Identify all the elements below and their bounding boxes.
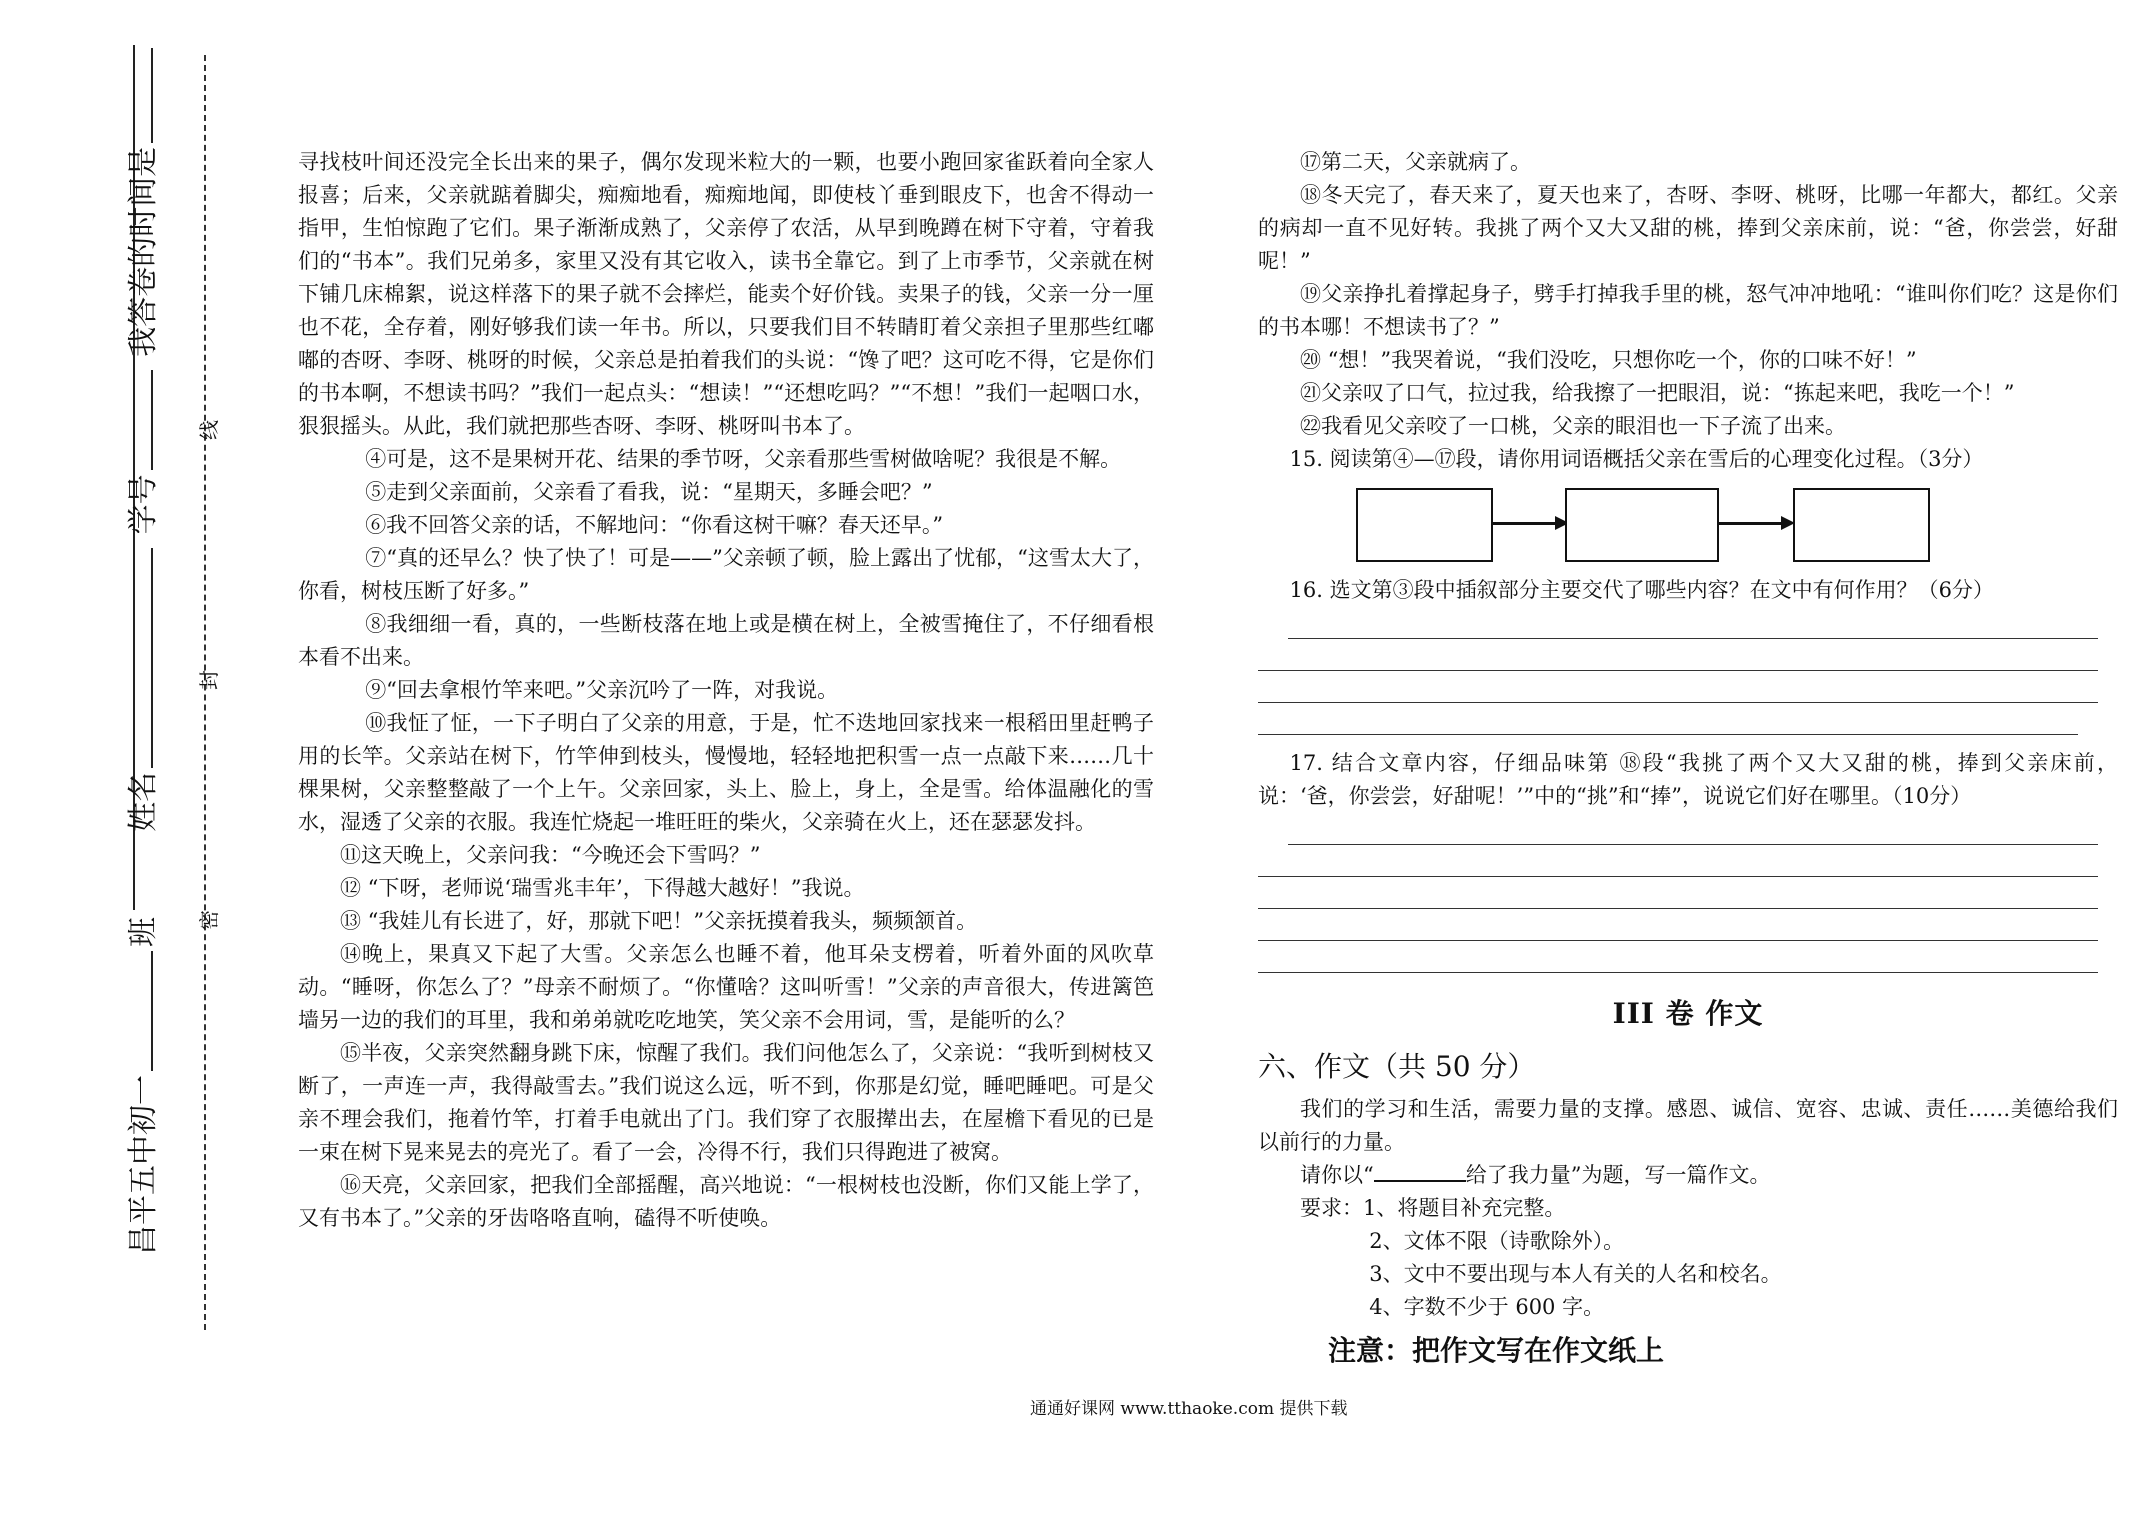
answer-box-2[interactable] [1565,488,1719,562]
ban-label: 班 [126,917,161,947]
student-id-label: 学号 [126,474,161,535]
passage-paragraph-11: ⑪这天晚上，父亲问我：“今晚还会下雪吗？” [340,843,761,867]
class-blank[interactable] [125,951,153,1071]
student-info-line [118,44,162,1255]
passage-paragraph-8: ⑧我细细一看，真的，一些断枝落在地上或是横在树上，全被雪掩住了，不仔细看根本看不出来。 [298,612,1154,669]
section-title: III 卷 作文 [1612,997,1764,1030]
title-blank[interactable] [1374,1160,1466,1182]
passage-paragraph-20: ⑳ “想！”我哭着说，“我们没吃，只想你吃一个，你的口味不好！” [1300,348,1917,372]
section-heading: 六、作文（共 50 分） [1258,1050,1536,1083]
passage-paragraph-19: ⑲父亲挣扎着撑起身子，劈手打掉我手里的桃，怒气冲冲地吼：“谁叫你们吃？这是你们的书本哪！不想读书了？” [1258,282,2118,339]
passage-paragraph-12: ⑫ “下呀，老师说‘瑞雪兆丰年’，下得越大越好！”我说。 [340,876,865,900]
student-id-blank[interactable] [125,370,153,470]
passage-paragraph-14: ⑭晚上，果真又下起了大雪。父亲怎么也睡不着，他耳朵支楞着，听着外面的风吹草动。“睡呀，你怎么了？”母亲不耐烦了。“你懂啥？这叫听雪！”父亲的声音很大，传进篱笆墙另一边的我们的耳里，我和弟弟就吃吃地笑，笑父亲不会用词，雪，是能听的么？ [298,942,1154,1032]
binding-dashed-line [204,55,206,1330]
binding-margin [0,0,220,1518]
essay-note: 注意：把作文写在作文纸上 [1328,1334,1665,1367]
essay-title-instruction [1258,1159,2118,1192]
requirement-4: 4、字数不少于 600 字。 [1369,1295,1605,1319]
seal-char-feng: 封 [197,670,221,690]
passage-paragraph-17: ⑰第二天，父亲就病了。 [1300,150,1531,174]
name-blank[interactable] [125,548,153,768]
footer-credit: 通通好课网 www.tthaoke.com 提供下载 [1030,1399,1348,1419]
requirement-1: 要求：1、将题目补充完整。 [1300,1196,1566,1220]
arrow-icon [1717,522,1791,525]
passage-paragraph-15: ⑮半夜，父亲突然翻身跳下床，惊醒了我们。我们问他怎么了，父亲说：“我听到树枝又断了，一声连一声，我得敲雪去。”我们说这么远，听不到，你那是幻觉，睡吧睡吧。可是父亲不理会我们，拖着竹竿，打着手电就出了门。我们穿了衣服撵出去，在屋檐下看见的已是一束在树下晃来晃去的亮光了。看了一会，冷得不行，我们只得跑进了被窝。 [298,1041,1154,1164]
essay-prompt: 我们的学习和生活，需要力量的支撑。感恩、诚信、宽容、忠诚、责任……美德给我们以前行的力量。 [1258,1097,2118,1154]
question-16: 16. 选文第③段中插叙部分主要交代了哪些内容？在文中有何作用？（6分） [1289,578,1994,602]
seal-char-xian: 线 [197,420,221,440]
passage-paragraph-13: ⑬ “我娃儿有长进了，好，那就下吧！”父亲抚摸着我头，频频颔首。 [340,909,978,933]
title-prefix: 请你以“ [1300,1163,1374,1187]
reading-passage-left [298,146,1154,1235]
answer-box-3[interactable] [1793,488,1930,562]
passage-paragraph-18: ⑱冬天完了，春天来了，夏天也来了，杏呀、李呀、桃呀，比哪一年都大，都红。父亲的病却一直不见好转。我挑了两个又大又甜的桃，捧到父亲床前，说：“爸，你尝尝，好甜呢！” [1258,183,2118,273]
answer-lines-17[interactable] [1258,813,2098,973]
school-class-label: 昌平五中初一 [126,1075,161,1255]
arrow-icon [1491,522,1565,525]
answer-box-1[interactable] [1356,488,1493,562]
passage-paragraph-22: ㉒我看见父亲咬了一口桃，父亲的眼泪也一下子流了出来。 [1300,414,1846,438]
passage-paragraph-4: ④可是，这不是果树开花、结果的季节呀，父亲看那些雪树做啥呢？我很是不解。 [365,447,1122,471]
answer-time-label: 我答卷的时间是 [126,146,161,357]
question-17: 17. 结合文章内容，仔细品味第 ⑱段“我挑了两个又大又甜的桃，捧到父亲床前，说：‘爸，你尝尝，好甜呢！’”中的“挑”和“捧”，说说它们好在哪里。（10分） [1258,751,2118,808]
reading-passage-right [1258,146,2118,1367]
passage-paragraph-10: ⑩我怔了怔，一下子明白了父亲的用意，于是，忙不迭地回家找来一根稻田里赶鸭子用的长竿。父亲站在树下，竹竿伸到枝头，慢慢地，轻轻地把积雪一点一点敲下来……几十棵果树，父亲整整敲了一个上午。父亲回家，头上、脸上，身上，全是雪。给体温融化的雪水，湿透了父亲的衣服。我连忙烧起一堆旺旺的柴火，父亲骑在火上，还在瑟瑟发抖。 [298,711,1154,834]
title-suffix: 给了我力量”为题，写一篇作文。 [1465,1163,1771,1187]
passage-paragraph-9: ⑨“回去拿根竹竿来吧。”父亲沉吟了一阵，对我说。 [365,678,839,702]
name-label: 姓名 [126,771,161,832]
answer-lines-16[interactable] [1258,607,2098,735]
answer-time-blank[interactable] [125,48,153,143]
passage-paragraph-7: ⑦“真的还早么？快了快了！可是——”父亲顿了顿，脸上露出了忧郁，“这雪太大了，你看，树枝压断了好多。” [298,546,1154,603]
requirement-3: 3、文中不要出现与本人有关的人名和校名。 [1369,1262,1782,1286]
seal-char-mi: 密 [197,910,221,930]
passage-paragraph-3: 寻找枝叶间还没完全长出来的果子，偶尔发现米粒大的一颗，也要小跑回家雀跃着向全家人报喜；后来，父亲就踮着脚尖，痴痴地看，痴痴地闻，即使枝丫垂到眼皮下，也舍不得动一指甲，生怕惊跑了它们。果子渐渐成熟了，父亲停了农活，从早到晚蹲在树下守着，守着我们的“书本”。我们兄弟多，家里又没有其它收入，读书全靠它。到了上市季节，父亲就在树下铺几床棉絮，说这样落下的果子就不会摔烂，能卖个好价钱。卖果子的钱，父亲一分一厘也不花，全存着，刚好够我们读一年书。所以，只要我们目不转睛盯着父亲担子里那些红嘟嘟的杏呀、李呀、桃呀的时候，父亲总是拍着我们的头说：“馋了吧？这可吃不得，它是你们的书本啊，不想读书吗？”我们一起点头：“想读！”“还想吃吗？”“不想！”我们一起咽口水，狠狠摇头。从此，我们就把那些杏呀、李呀、桃呀叫书本了。 [298,150,1154,438]
requirement-2: 2、文体不限（诗歌除外）。 [1369,1229,1625,1253]
passage-paragraph-21: ㉑父亲叹了口气，拉过我，给我擦了一把眼泪，说：“拣起来吧，我吃一个！” [1300,381,2015,405]
passage-paragraph-5: ⑤走到父亲面前，父亲看了看我，说：“星期天，多睡会吧？” [365,480,933,504]
passage-paragraph-16: ⑯天亮，父亲回家，把我们全部摇醒，高兴地说：“一根树枝也没断，你们又能上学了，又有书本了。”父亲的牙齿咯咯直响，磕得不听使唤。 [298,1173,1154,1230]
passage-paragraph-6: ⑥我不回答父亲的话，不解地问：“你看这树干嘛？春天还早。” [365,513,944,537]
mood-flow-diagram [1258,488,2118,564]
question-15: 15. 阅读第④—⑰段，请你用词语概括父亲在雪后的心理变化过程。（3分） [1289,447,1984,471]
